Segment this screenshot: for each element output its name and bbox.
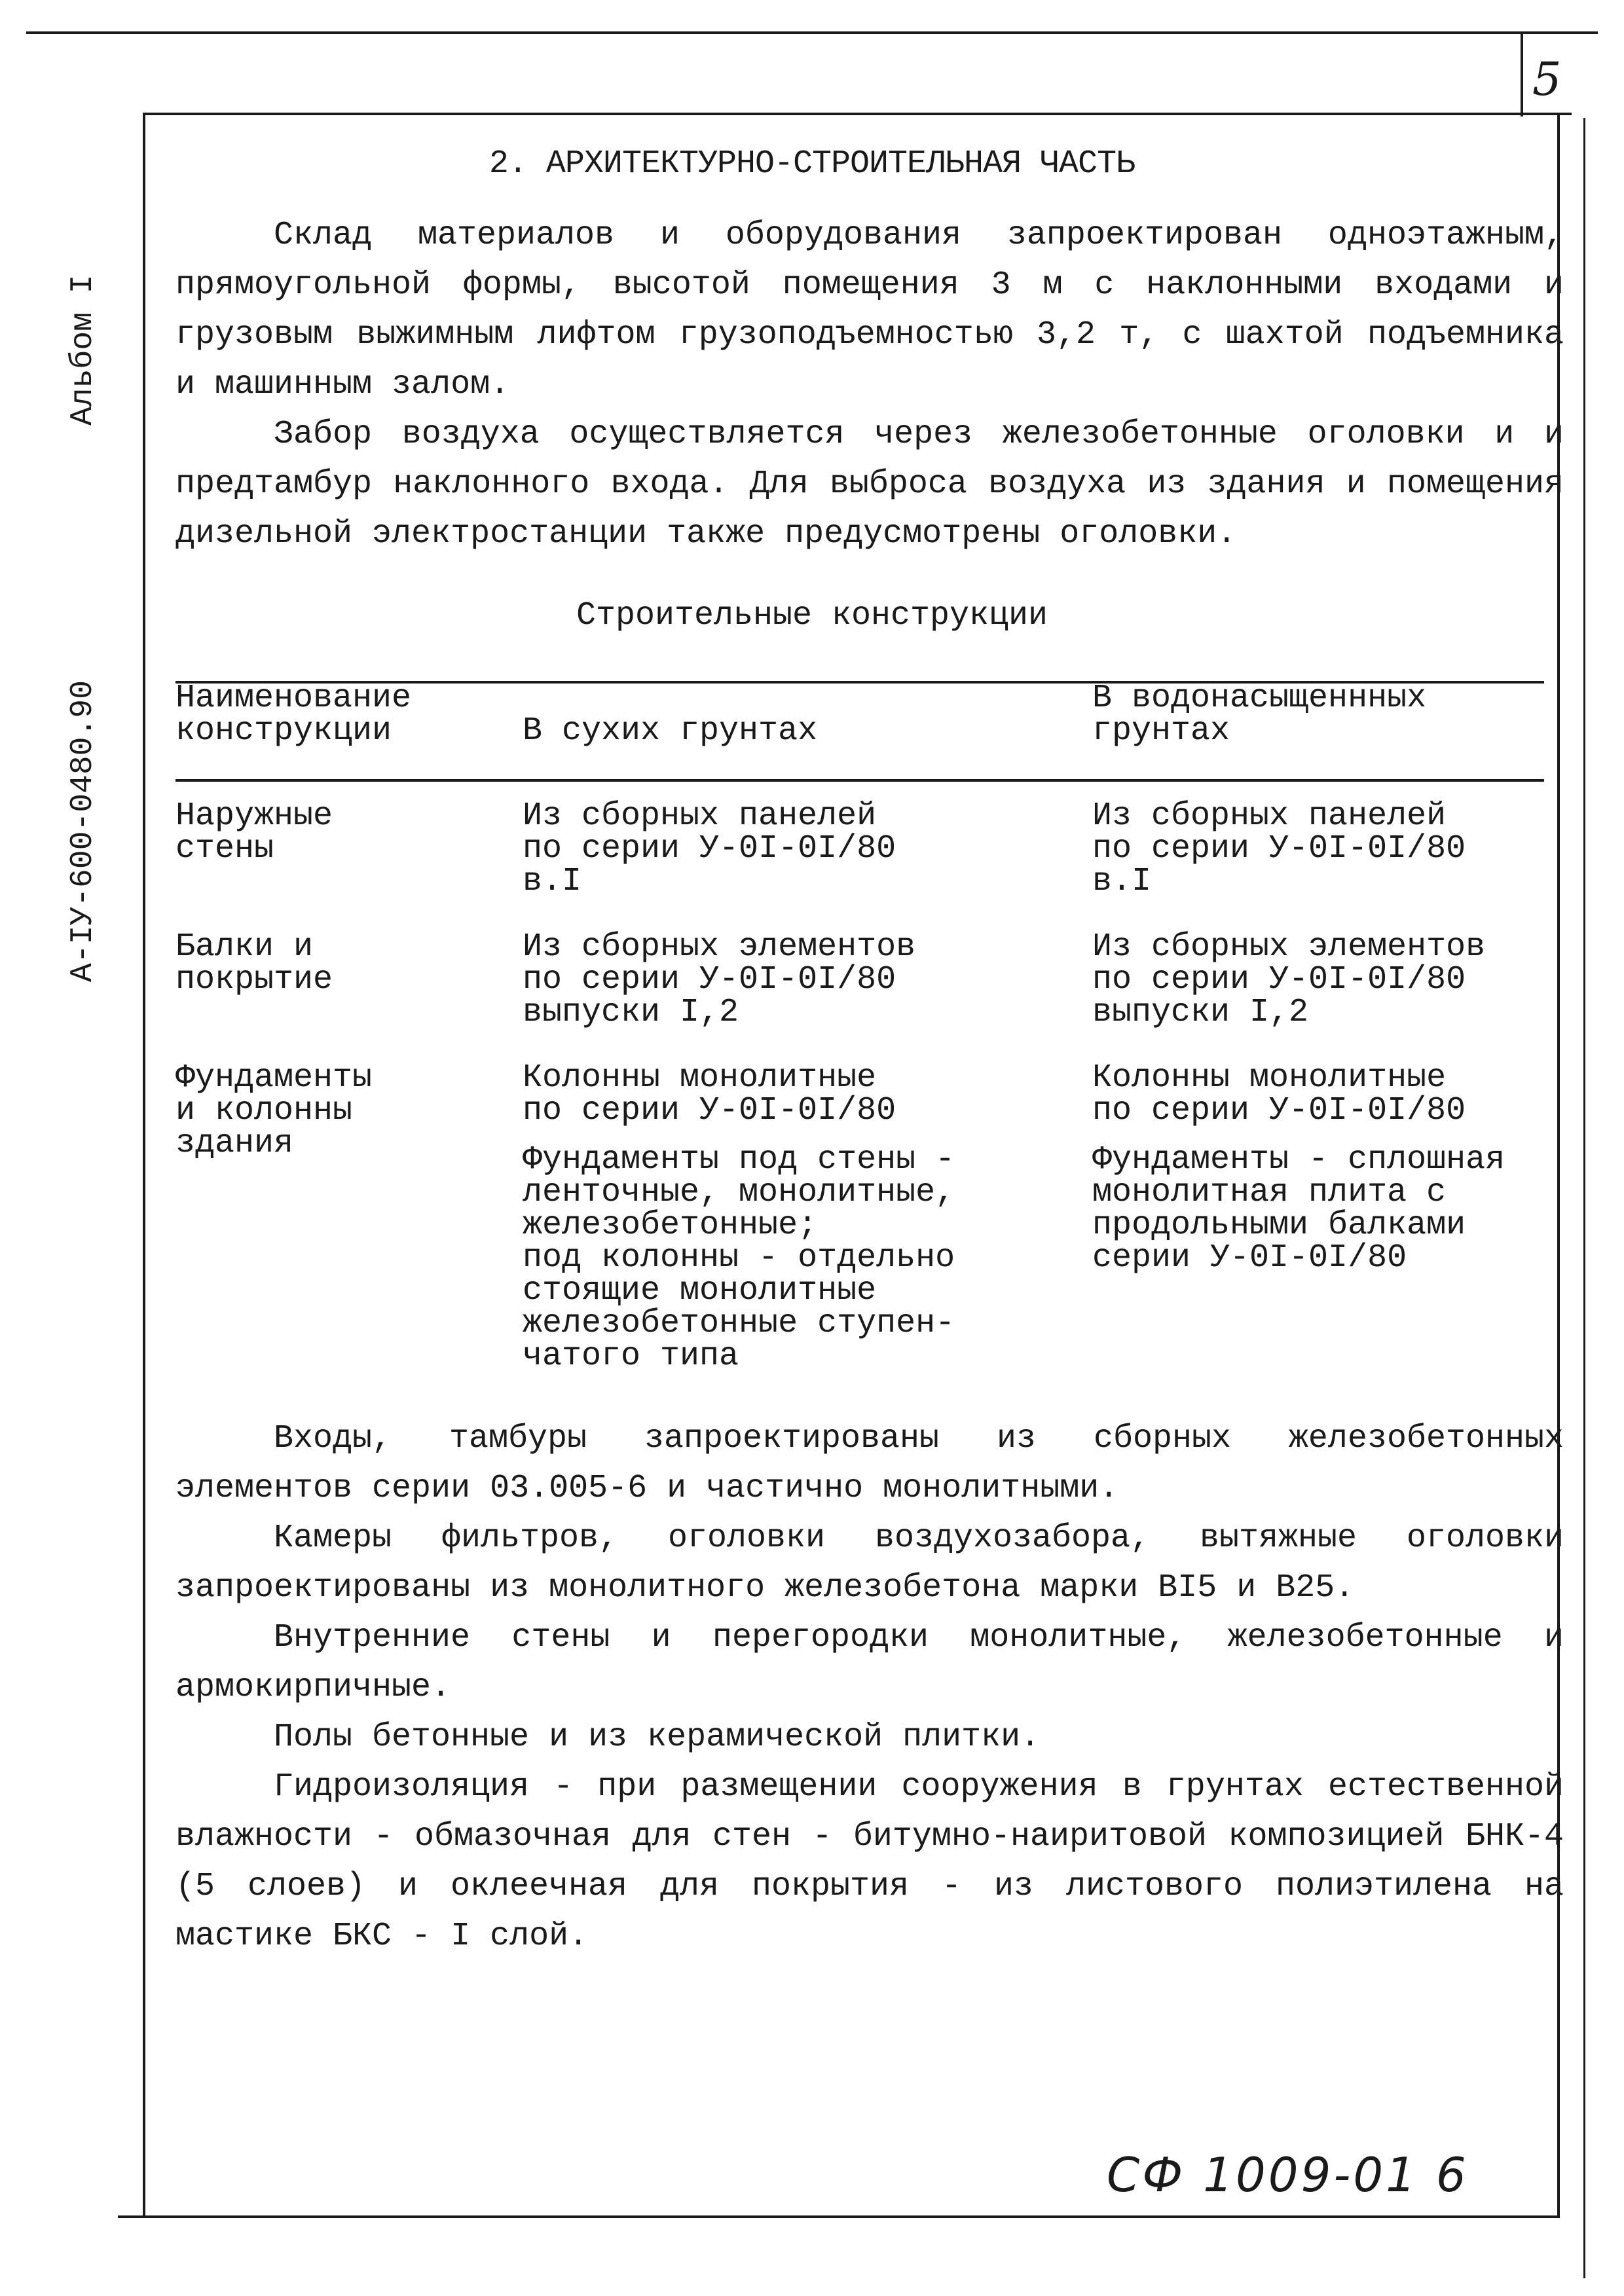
page-number: 5 [1532,52,1562,106]
closing-paragraph: Гидроизоляция - при размещении сооружения в грунтах естественной влажности - обмазочная для стен - битумно-наиритовой композицией БНК-4 (5 слоев) и оклеечная для покрытия - из листового полиэтилена на мастике БКС - I слой. [175,1768,1564,1955]
closing-paragraph: Камеры фильтров, оголовки воздухозабора, вытяжные оголовки запроектированы из монолитного железобетона марки BI5 и B25. [175,1520,1564,1607]
archive-code: СФ 1009-01 6 [1107,2147,1469,2202]
intro-paragraph: Склад материалов и оборудования запроектирован одноэтажным, прямоугольной формы, высотой помещения 3 м с наклонными входами и грузовым выжимным лифтом грузоподъемностью 3,2 т, с шахтой подъемника и машинным залом. [175,217,1564,403]
table-header-wet: В водонасыщеннных грунтах [1092,680,1427,750]
frame-top [143,113,1572,115]
document-code-label: А-IУ-600-0480.90 [65,680,101,982]
closing-paragraph: Полы бетонные и из керамической плитки. [274,1719,1041,1756]
table-cell-wet: Из сборных элементов по серии У-0I-0I/80 выпуски I,2 [1092,928,1486,1031]
table-cell-dry: Из сборных элементов по серии У-0I-0I/80 выпуски I,2 [523,928,916,1031]
table-cell-wet-extra: Фундаменты - сплошная монолитная плита с продольными балками серии У-0I-0I/80 [1092,1141,1505,1277]
table-header-name: Наименование конструкции [175,680,412,750]
table-header-dry: В сухих грунтах [523,712,818,750]
outer-right-margin-line [1583,118,1585,2278]
table-cell-wet: Из сборных панелей по серии У-0I-0I/80 в.I [1092,797,1466,900]
table-cell-dry-extra: Фундаменты под стены - ленточные, монолитные, железобетонные; под колонны - отдельно стоящие монолитные железобетонные ступен- чатого типа [523,1141,955,1375]
table-cell-wet: Колонны монолитные по серии У-0I-0I/80 [1092,1059,1466,1129]
closing-paragraph: Входы, тамбуры запроектированы из сборных железобетонных элементов серии 03.005-6 и частично монолитными. [175,1420,1564,1507]
closing-paragraph: Внутренние стены и перегородки монолитные, железобетонные и армокирпичные. [175,1619,1564,1706]
table-cell-dry: Из сборных панелей по серии У-0I-0I/80 в.I [523,797,896,900]
table-cell-name: Фундаменты и колонны здания [175,1059,373,1162]
frame-bottom [118,2215,1559,2218]
intro-text [175,211,1564,559]
table-cell-name: Наружные стены [175,797,333,867]
intro-paragraph: Забор воздуха осуществляется через железобетонные оголовки и и предтамбур наклонного входа. Для выброса воздуха из здания и помещения дизельной электростанции также предусмотрены оголовки. [175,416,1564,553]
table-cell-name: Балки и покрытие [175,928,333,998]
table-header-rule [175,779,1544,782]
closing-text [175,1414,1564,1961]
album-label: Альбом I [65,274,101,426]
section-title: 2. АРХИТЕКТУРНО-СТРОИТЕЛЬНАЯ ЧАСТЬ [489,145,1135,183]
top-rule [26,31,1598,34]
table-cell-dry: Колонны монолитные по серии У-0I-0I/80 [523,1059,896,1129]
table-title: Строительные конструкции [576,597,1048,634]
page-number-box-left [1521,31,1523,117]
frame-left [143,113,145,2218]
